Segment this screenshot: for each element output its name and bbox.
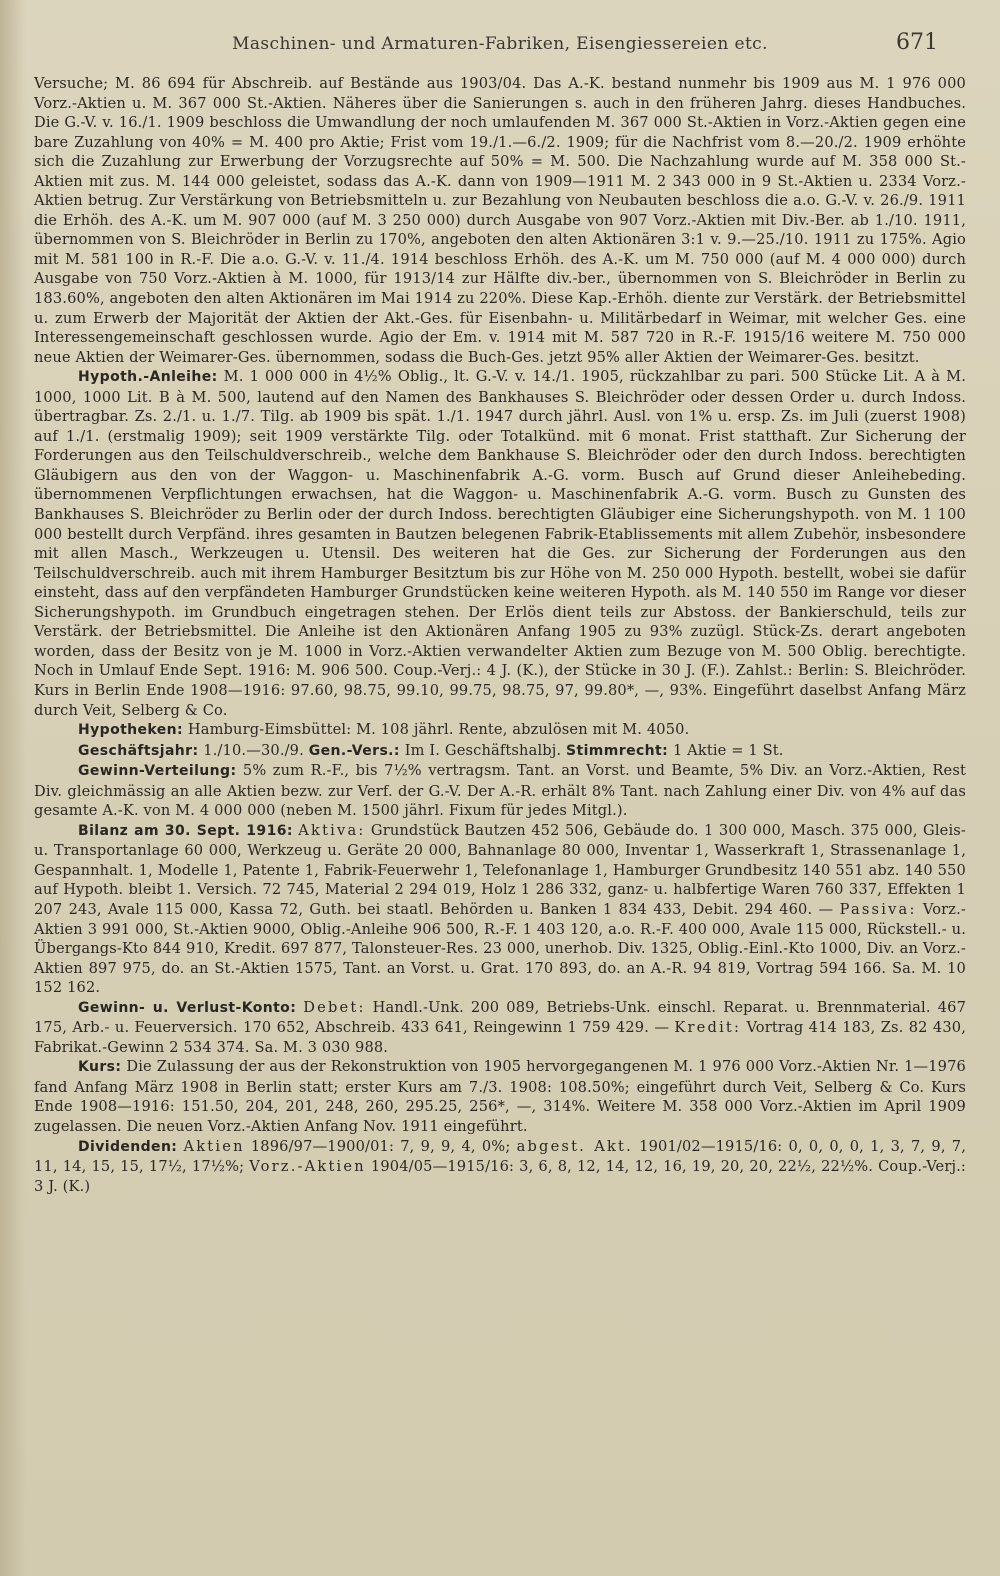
mortgage-loan-text: M. 1 000 000 in 4½% Oblig., lt. G.-V. v. 14./1. 1905, rückzahlbar zu pari. 500 Stücke Lit. A à M. 1000, 1000 Lit. B à M. 500, lautend auf den Namen des Bankhauses S. Bleichröder oder dessen Order u. durch Indoss. übertragbar. Zs. 2./1. u. 1./7. Tilg. ab 1909 bis spät. 1./1. 1947 durch jährl. Ausl. von 1% u. ersp. Zs. im Juli (zuerst 1908) auf 1./1. (erstmalig 1909); seit 1909 verstärkte Tilg. oder Totalkünd. mit 6 monat. Frist statthaft. Zur Sicherung der Forderungen aus den Teilschuldverschreib., welche dem Bankhause S. Bleichröder oder den durch Indoss. berechtigten Gläubigern aus den von der Waggon- u. Maschinenfabrik A.-G. vorm. Busch auf Grund dieser Anleihebeding. übernommenen Verpflichtungen erwachsen, hat die Waggon- u. Maschinenfabrik A.-G. vorm. Busch zu Gunsten des Bankhauses S. Bleichröder zu Berlin oder der durch Indoss. berechtigten Gläubiger eine Sicherungshypoth. von M. 1 100 000 bestellt durch Verpfänd. ihres gesamten in Bautzen belegenen Fabrik-Etablissements mit allem Zubehör, insbesondere mit allen Masch., Werkzeugen u. Utensil. Des weiteren hat die Ges. zur Sicherung der Forderungen aus den Teilschuldverschreib. auch mit ihrem Hamburger Besitztum bis zur Höhe von M. 250 000 Hypoth. bestellt, wobei sie dafür einsteht, dass auf den verpfändeten Hamburger Grundstücken keine weiteren Hypoth. als M. 140 550 im Range vor dieser Sicherungshypoth. im Grundbuch eingetragen stehen. Der Erlös dient teils zur Abstoss. der Bankierschuld, teils zur Verstärk. der Betriebsmittel. Die Anleihe ist den Aktionären Anfang 1905 zu 93% zuzügl. Stück-Zs. derart angeboten worden, dass der Besitz von je M. 1000 in Vorz.-Aktien verwandelter Aktien zum Bezuge von M. 500 Oblig. berechtigte. Noch in Umlauf Ende Sept. 1916: M. 906 500. Coup.-Verj.: 4 J. (K.), der Stücke in 30 J. (F.). Zahlst.: Berlin: S. Bleichröder. Kurs in Berlin Ende 1908—1916: 97.60, 98.75, 99.10, 99.75, 98.75, 97, 99.80*, —, 93%. Eingeführt daselbst Anfang März durch Veit, Selberg & Co. bbox=[34, 368, 966, 719]
stamped-shares-dividends-text: 1901/02—1915/16: 0, 0, 0, 0, 1, 3, 7, 9, 7, 11, 14, 15, 15, 17½, 17½%; bbox=[34, 1137, 967, 1176]
mortgages-heading: Hypotheken: bbox=[78, 722, 184, 739]
share-price-text: Die Zulassung der aus der Rekonstruktion von 1905 hervorgegangenen M. 1 976 000 Vorz.-Aktien Nr. 1—1976 fand Anfang März 1908 in Berlin statt; erster Kurs am 7./3. 1908: 108.50%; eingeführt durch Veit, Selberg & Co. Kurs Ende 1908—1916: 151.50, 204, 201, 248, 260, 295.25, 256*, —, 314%. Weitere M. 358 000 Vorz.-Aktien im April 1909 zugelassen. Die neuen Vorz.-Aktien Anfang Nov. 1911 eingeführt. bbox=[34, 1058, 966, 1135]
stamped-shares-label: abgest. Akt. bbox=[516, 1137, 633, 1155]
shares-label: Aktien bbox=[183, 1137, 245, 1155]
paragraph-dividends bbox=[34, 1137, 966, 1197]
balance-sheet-heading: Bilanz am 30. Sept. 1916: bbox=[78, 822, 293, 839]
capital-history-text: Versuche; M. 86 694 für Abschreib. auf Bestände aus 1903/04. Das A.-K. bestand nunmehr bis 1909 aus M. 1 976 000 Vorz.-Aktien u. M. 367 000 St.-Aktien. Näheres über die Sanierungen s. auch in den früheren Jahrg. dieses Handbuches. Die G.-V. v. 16./1. 1909 beschloss die Umwandlung der noch umlaufenden M. 367 000 St.-Aktien in Vorz.-Aktien gegen eine bare Zuzahlung von 40% = M. 400 pro Aktie; Frist vom 19./1.—6./2. 1909; für die Nachfrist vom 8.—20./2. 1909 erhöhte sich die Zuzahlung zur Erwerbung der Vorzugsrechte auf 50% = M. 500. Die Nachzahlung wurde auf M. 358 000 St.-Aktien mit zus. M. 144 000 geleistet, sodass das A.-K. dann von 1909—1911 M. 2 343 000 in 9 St.-Aktien u. 2334 Vorz.-Aktien betrug. Zur Verstärkung von Betriebsmitteln u. zur Bezahlung von Neubauten beschloss die a.o. G.-V. v. 26./9. 1911 die Erhöh. des A.-K. um M. 907 000 (auf M. 3 250 000) durch Ausgabe von 907 Vorz.-Aktien mit Div.-Ber. ab 1./10. 1911, übernommen von S. Bleichröder in Berlin zu 170%, angeboten den alten Aktionären 3:1 v. 9.—25./10. 1911 zu 175%. Agio mit M. 581 100 in R.-F. Die a.o. G.-V. v. 11./4. 1914 beschloss Erhöh. des A.-K. um M. 750 000 (auf M. 4 000 000) durch Ausgabe von 750 Vorz.-Aktien à M. 1000, für 1913/14 zur Hälfte div.-ber., übernommen von S. Bleichröder in Berlin zu 183.60%, angeboten den alten Aktionären im Mai 1914 zu 220%. Diese Kap.-Erhöh. diente zur Verstärk. der Betriebsmittel u. zum Erwerb der Majorität der Aktien der Akt.-Ges. für Eisenbahn- u. Militärbedarf in Weimar, mit welcher Ges. eine Interessengemeinschaft geschlossen wurde. Agio der Em. v. 1914 mit M. 587 720 in R.-F. 1915/16 weitere M. 750 000 neue Aktien der Weimarer-Ges. übernommen, sodass die Buch-Ges. jetzt 95% aller Aktien der Weimarer-Ges. besitzt. bbox=[34, 75, 966, 366]
general-meeting-text: Im I. Geschäftshalbj. bbox=[404, 741, 562, 759]
page-body bbox=[34, 74, 966, 1196]
debit-text: Handl.-Unk. 200 089, Betriebs-Unk. einschl. Reparat. u. Brennmaterial. 467 175, Arb.- u. Feuerversich. 170 652, Abschreib. 433 641, Reingewinn 1 759 429. — bbox=[34, 998, 966, 1037]
mortgages-text: Hamburg-Eimsbüttel: M. 108 jährl. Rente, abzulösen mit M. 4050. bbox=[187, 721, 690, 739]
mortgage-loan-heading: Hypoth.-Anleihe: bbox=[78, 369, 218, 386]
credit-label: Kredit: bbox=[674, 1019, 742, 1037]
profit-loss-heading: Gewinn- u. Verlust-Konto: bbox=[78, 999, 297, 1016]
paragraph-profit-distribution bbox=[34, 761, 966, 821]
page-header bbox=[34, 22, 966, 74]
liabilities-label: Passiva: bbox=[839, 900, 917, 918]
voting-right-text: 1 Aktie = 1 St. bbox=[672, 741, 784, 759]
paragraph-balance-sheet bbox=[34, 821, 966, 998]
paragraph-capital-history bbox=[34, 74, 966, 367]
business-year-text: 1./10.—30./9. bbox=[203, 741, 304, 759]
voting-right-heading: Stimmrecht: bbox=[566, 742, 669, 759]
dividends-heading: Dividenden: bbox=[78, 1138, 178, 1155]
preferred-shares-dividends-text: 1904/05—1915/16: 3, 6, 8, 12, 14, 12, 16, 19, 20, 20, 22½, 22½%. Coup.-Verj.: 3 J. (K.) bbox=[34, 1158, 967, 1195]
page-number: 671 bbox=[896, 30, 938, 55]
business-year-heading: Geschäftsjahr: bbox=[78, 742, 199, 759]
shares-dividends-text: 1896/97—1900/01: 7, 9, 9, 4, 0%; bbox=[250, 1137, 511, 1155]
paragraph-share-price bbox=[34, 1057, 966, 1136]
profit-distribution-text: 5% zum R.-F., bis 7½% vertragsm. Tant. an Vorst. und Beamte, 5% Div. an Vorz.-Aktien, Rest Div. gleichmässig an alle Aktien bezw. zur Verf. der G.-V. Der A.-R. erhält 8% Tant. nach Zahlung einer Div. von 4% auf das gesamte A.-K. von M. 4 000 000 (neben M. 1500 jährl. Fixum für jedes Mitgl.). bbox=[34, 762, 966, 820]
paragraph-business-year bbox=[34, 741, 966, 762]
paragraph-mortgage-loan bbox=[34, 367, 966, 720]
paragraph-profit-loss bbox=[34, 998, 966, 1058]
profit-distribution-heading: Gewinn-Verteilung: bbox=[78, 763, 237, 780]
share-price-heading: Kurs: bbox=[78, 1059, 122, 1076]
preferred-shares-label: Vorz.-Aktien bbox=[249, 1158, 366, 1176]
paragraph-mortgages bbox=[34, 720, 966, 741]
debit-label: Debet: bbox=[303, 998, 366, 1016]
general-meeting-heading: Gen.-Vers.: bbox=[308, 742, 400, 759]
assets-text: Grundstück Bautzen 452 506, Gebäude do. 1 300 000, Masch. 375 000, Gleis- u. Transportanlage 60 000, Werkzeug u. Geräte 20 000, Bahnanlage 80 000, Inventar 1, Wasserkraft 1, Strassenanlage 1, Gespannhalt. 1, Modelle 1, Patente 1, Fabrik-Feuerwehr 1, Telefonanlage 1, Hamburger Grundbesitz 140 551 abz. 140 550 auf Hypoth. bleibt 1. Versich. 72 745, Material 2 294 019, Holz 1 286 332, ganz- u. halbfertige Waren 760 337, Effekten 1 207 243, Avale 115 000, Kassa 72, Guth. bei staatl. Behörden u. Banken 1 834 433, Debit. 294 460. — bbox=[34, 821, 966, 918]
assets-label: Aktiva: bbox=[298, 821, 366, 839]
running-title: Maschinen- und Armaturen-Fabriken, Eisengiessereien etc. bbox=[232, 34, 768, 54]
credit-text: Vortrag 414 183, Zs. 82 430, Fabrikat.-Gewinn 2 534 374. Sa. M. 3 030 988. bbox=[34, 1019, 967, 1056]
liabilities-text: Vorz.-Aktien 3 991 000, St.-Aktien 9000, Oblig.-Anleihe 906 500, R.-F. 1 403 120, a.o. R.-F. 400 000, Avale 115 000, Rückstell.- u. Übergangs-Kto 844 910, Kredit. 697 877, Talonsteuer-Res. 23 000, unerhob. Div. 1325, Oblig.-Einl.-Kto 1000, Div. an Vorz.-Aktien 897 975, do. an St.-Aktien 1575, Tant. an Vorst. u. Grat. 170 893, do. an A.-R. 94 819, Vortrag 594 166. Sa. M. 10 152 162. bbox=[34, 900, 966, 997]
